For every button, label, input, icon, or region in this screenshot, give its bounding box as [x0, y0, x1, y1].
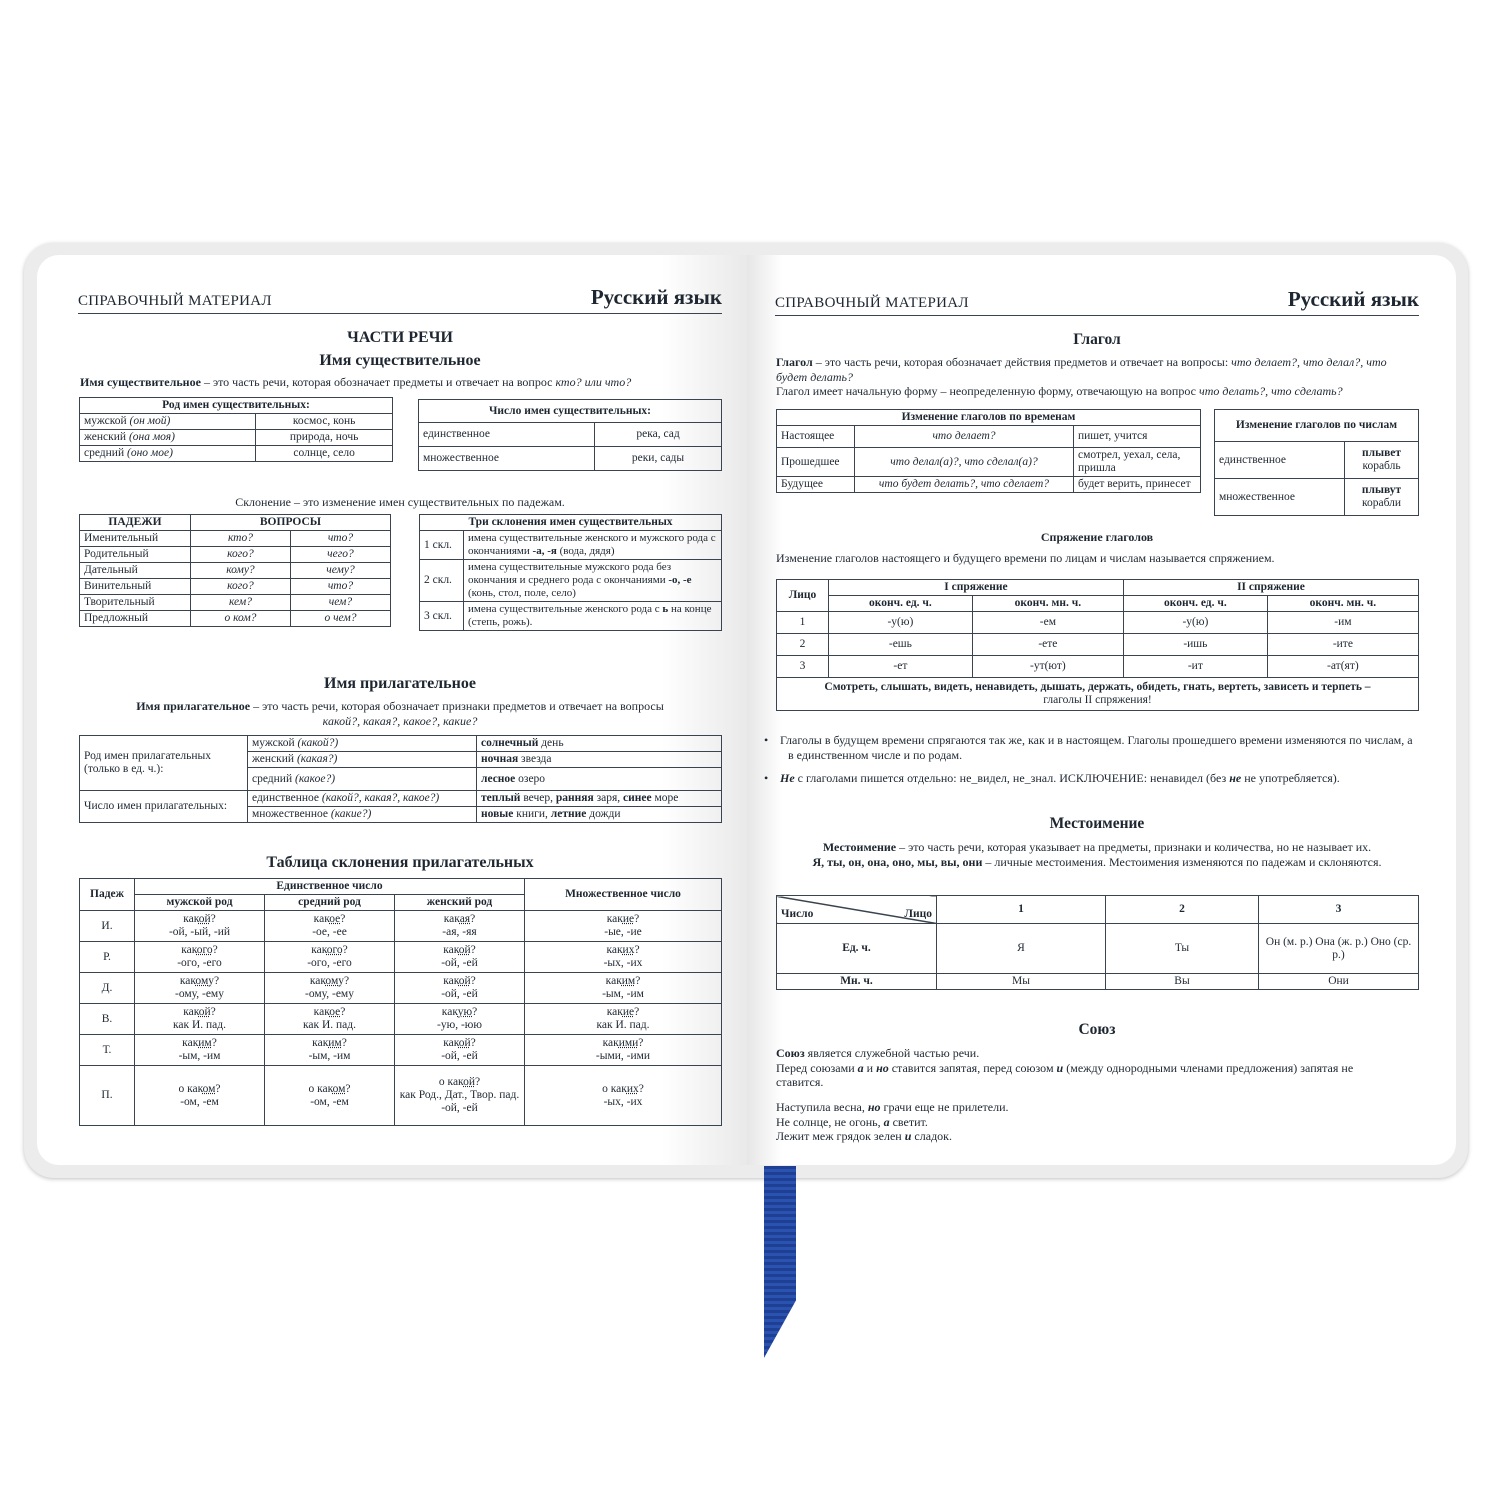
table-row: 3 скл. имена существительные женского рода с ь на конце (степь, рожь). [420, 602, 722, 631]
pronoun-title: Местоимение [1049, 815, 1145, 832]
page-header [775, 287, 1419, 316]
table-row: Дательный кому? чему? [80, 563, 391, 579]
header-subject: Русский язык [590, 285, 722, 309]
declension-text: Склонение – это изменение имен существительных по падежам. [235, 495, 565, 509]
three-declensions-table: Три склонения имен существительных 1 скл. имена существительные женского и мужского рода с окончаниями -а, -я (вода, дядя) 2 скл. имена существительные мужского рода без окончания и среднего рода с окончаниями -о, -е (конь, стол, поле, село) 3 скл. имена существительные женского рода с ь на конце (степь, рожь). [419, 514, 722, 631]
declension-cell: какие? -ые, -ие [525, 911, 722, 942]
pronoun-table: Число Лицо 1 2 3 Ед. ч. Я Ты Он (м. р.) Она (ж. р.) Оно (ср. р.) Мн. ч. Мы Вы Они [776, 895, 1419, 990]
adj-declension-title: Таблица склонения прилагательных [266, 854, 534, 871]
table-row: Т. каким? -ым, -им каким? -ым, -им какой? -ой, -ей какими? -ыми, -ими [80, 1035, 722, 1066]
table-row: Род имен прилагательных (только в ед. ч.): мужской (какой?) солнечный день [80, 736, 722, 752]
declension-cell: какому? -ому, -ему [265, 973, 395, 1004]
declension-cell: какой? -ой, -ей [395, 942, 525, 973]
table-row: Родительный кого? чего? [80, 547, 391, 563]
table-row: 3 -ет -ут(ют) -ит -ат(ят) [777, 656, 1419, 678]
table-row: мужской (он мой) космос, конь [80, 414, 393, 430]
table-row: Винительный кого? что? [80, 579, 391, 595]
table-row: В. какой? как И. пад. какое? как И. пад. какую? -ую, -юю какие? как И. пад. [80, 1004, 722, 1035]
table-row: Р. какого? -ого, -его какого? -ого, -его какой? -ой, -ей каких? -ых, -их [80, 942, 722, 973]
right-page [747, 255, 1456, 1165]
declension-cell: о каком? -ом, -ем [265, 1066, 395, 1126]
declension-cell: какого? -ого, -его [135, 942, 265, 973]
noun-gender-table: Род имен существительных: мужской (он мой) космос, конь женский (она моя) природа, ночь средний (оно мое) солнце, село [79, 397, 393, 462]
table-row: Именительный кто? что? [80, 531, 391, 547]
table-row: Будущее что будет делать?, что сделает? будет верить, принесет [777, 477, 1201, 493]
declension-cell: о каких? -ых, -их [525, 1066, 722, 1126]
table-row: множественное реки, сады [419, 447, 722, 471]
declension-cell: каких? -ых, -их [525, 942, 722, 973]
header-subject: Русский язык [1287, 287, 1419, 311]
conjugation-table: Лицо I спряжение II спряжение оконч. ед. ч. оконч. мн. ч. оконч. ед. ч. оконч. мн. ч. 1 -у(ю) -ем -у(ю) -им 2 -ешь -ете -ишь -ите 3 -ет -ут(ют) -ит -ат(ят) Смотреть, слышать, видеть, ненавидеть, дышать, держать, обидеть, гнать, вертеть, зависеть и терпеть – глаголы II спряжения! [776, 579, 1419, 711]
parts-title: ЧАСТИ РЕЧИ [347, 329, 453, 346]
bullet-future-tense: • Глаголы в будущем времени спрягаются так же, как и в настоящем. Глаголы прошедшего времени изменяются по числам, а в единственном числе и по родам. [764, 733, 1413, 762]
header-section: СПРАВОЧНЫЙ МАТЕРИАЛ [78, 293, 272, 309]
verb-tense-table: Изменение глаголов по временам Настоящее что делает? пишет, учится Прошедшее что делал(а)?, что сделал(а)? смотрел, уехал, села, пришла Будущее что будет делать?, что сделает? будет верить, принесет [776, 409, 1201, 493]
verb-number-table: Изменение глаголов по числам единственное плывет корабль множественное плывут корабли [1214, 409, 1419, 516]
table-row: Настоящее что делает? пишет, учится [777, 426, 1201, 448]
declension-cell: какой? -ой, -ей [395, 1035, 525, 1066]
verb-title: Глагол [1073, 331, 1121, 348]
declension-cell: какое? как И. пад. [265, 1004, 395, 1035]
table-row: средний (какое?) лесное озеро [80, 768, 722, 791]
table-row: женский (она моя) природа, ночь [80, 430, 393, 446]
declension-cell: какой? -ой, -ый, -ий [135, 911, 265, 942]
declension-cell: какие? как И. пад. [525, 1004, 722, 1035]
table-row: Прошедшее что делал(а)?, что сделал(а)? смотрел, уехал, села, пришла [777, 448, 1201, 477]
adjective-table [79, 735, 722, 823]
table-row: множественное (какие?) новые книги, летние дожди [80, 807, 722, 823]
conjugation-text: Изменение глаголов настоящего и будущего времени по лицам и числам называется спряжением. [776, 551, 1275, 565]
table-row: Предложный о ком? о чем? [80, 611, 391, 627]
header-section: СПРАВОЧНЫЙ МАТЕРИАЛ [775, 295, 969, 311]
cases-table: ПАДЕЖИ ВОПРОСЫ Именительный кто? что? Родительный кого? чего? Дательный кому? чему? Винительный кого? что? Творительный кем? чем? Предложный о ком? о чем? [79, 514, 391, 627]
table-row: Ед. ч. Я Ты Он (м. р.) Она (ж. р.) Оно (ср. р.) [777, 924, 1419, 974]
table-row: Творительный кем? чем? [80, 595, 391, 611]
declension-cell: какую? -ую, -юю [395, 1004, 525, 1035]
conjunction-text: Союз является служебной частью речи. Перед союзами а и но ставится запятая, перед союзом и (между однородными членами предложения) запятая не ставится. [776, 1046, 1354, 1089]
bookmark-ribbon [764, 1166, 796, 1358]
verb-definition: Глагол – это часть речи, которая обозначает действия предметов и отвечает на вопросы: что делает?, что делал?, что будет делать? Глагол имеет начальную форму – неопределенную форму, отвечающую на вопрос что делать?, что сделать? [776, 355, 1387, 398]
conjunction-examples: Наступила весна, но грачи еще не прилетели. Не солнце, не огонь, а светит. Лежит меж грядок зелен и сладок. [776, 1100, 1009, 1143]
noun-definition: Имя существительное – это часть речи, которая обозначает предметы и отвечает на вопрос кто? или что? [80, 375, 632, 389]
declension-cell: о каком? -ом, -ем [135, 1066, 265, 1126]
table-row: множественное плывут корабли [1215, 479, 1419, 516]
table-row: И. какой? -ой, -ый, -ий какое? -ое, -ее какая? -ая, -яя какие? -ые, -ие [80, 911, 722, 942]
declension-cell: какого? -ого, -его [265, 942, 395, 973]
declension-cell: какое? -ое, -ее [265, 911, 395, 942]
declension-cell: какой? как И. пад. [135, 1004, 265, 1035]
declension-cell: какой? -ой, -ей [395, 973, 525, 1004]
conjugation-title: Спряжение глаголов [1040, 530, 1154, 544]
adjective-title: Имя прилагательное [324, 675, 476, 692]
declension-cell: какому? -ому, -ему [135, 973, 265, 1004]
pronoun-definition: Местоимение – это часть речи, которая указывает на предметы, признаки и количества, но не называет их. Я, ты, он, она, оно, мы, вы, они – личные местоимения. Местоимения изменяются по падежам и склоняются. [812, 840, 1382, 869]
noun-title: Имя существительное [319, 352, 481, 369]
left-page [37, 255, 747, 1165]
table-row: средний (оно мое) солнце, село [80, 446, 393, 462]
table-row: единственное река, сад [419, 423, 722, 447]
table-row: 2 -ешь -ете -ишь -ите [777, 634, 1419, 656]
declension-cell: какая? -ая, -яя [395, 911, 525, 942]
adj-declension-table: Падеж Единственное число Множественное число мужской род средний род женский род И. какой? -ой, -ый, -ий какое? -ое, -ее какая? -ая, -яя какие? -ые, -ие Р. какого? -ого, -его какого? -ого, -его какой? -ой, -ей каких? -ых, -их Д. какому? -ому, -ему какому? -ому, -ему какой? -ой, -ей каким? -ым, -им В. какой? как И. пад. какое? как И. пад. какую? -ую, -юю какие? как И. пад. Т. каким? -ым, -им каким? -ым, -им какой? -ой, -ей какими? -ыми, -ими П. о каком? -ом, -ем о каком? -ом, -ем о какой? как Род., Дат., Твор. пад. -ой, -ей о каких? -ых, -их [79, 878, 722, 1126]
declension-cell: какими? -ыми, -ими [525, 1035, 722, 1066]
noun-number-table: Число имен существительных: единственное река, сад множественное реки, сады [418, 399, 722, 471]
declension-cell: о какой? как Род., Дат., Твор. пад. -ой, -ей [395, 1066, 525, 1126]
table-row: П. о каком? -ом, -ем о каком? -ом, -ем о какой? как Род., Дат., Твор. пад. -ой, -ей о каких? -ых, -их [80, 1066, 722, 1126]
declension-cell: каким? -ым, -им [265, 1035, 395, 1066]
conjunction-title: Союз [1078, 1021, 1116, 1038]
page-header [78, 285, 722, 314]
table-row: единственное плывет корабль [1215, 442, 1419, 479]
table-row: женский (какая?) ночная звезда [80, 752, 722, 768]
declension-cell: каким? -ым, -им [135, 1035, 265, 1066]
declension-cell: каким? -ым, -им [525, 973, 722, 1004]
table-row: 2 скл. имена существительные мужского рода без окончания и среднего рода с окончаниями -о, -е (конь, стол, поле, село) [420, 560, 722, 602]
bullet-ne-with-verbs: • Не с глаголами пишется отдельно: не_видел, не_знал. ИСКЛЮЧЕНИЕ: ненавидел (без не не употребляется). [764, 771, 1340, 785]
table-row: 1 скл. имена существительные женского и мужского рода с окончаниями -а, -я (вода, дядя) [420, 531, 722, 560]
table-row: Число имен прилагательных: единственное (какой?, какая?, какое?) теплый вечер, ранняя заря, синее море [80, 791, 722, 807]
table-row: Мн. ч. Мы Вы Они [777, 974, 1419, 990]
table-row: 1 -у(ю) -ем -у(ю) -им [777, 612, 1419, 634]
adjective-definition: Имя прилагательное – это часть речи, которая обозначает признаки предметов и отвечает на вопросы какой?, какая?, какое?, какие? [136, 699, 664, 728]
table-row: Д. какому? -ому, -ему какому? -ому, -ему какой? -ой, -ей каким? -ым, -им [80, 973, 722, 1004]
